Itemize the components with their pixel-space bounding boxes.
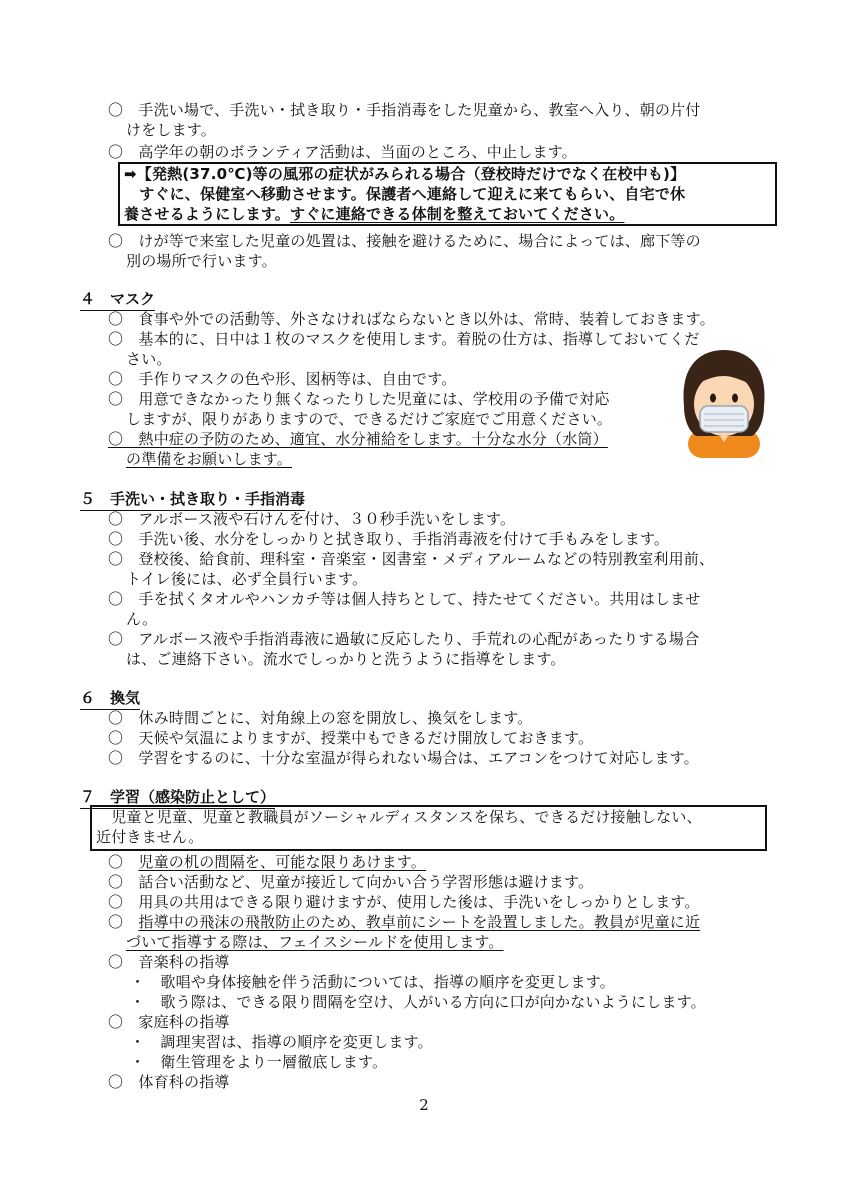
home-bullet-1: ・ 調理実習は、指導の順序を変更します。 [130, 1033, 433, 1051]
wash-item-5: 〇 アルボース液や手指消毒液に過敏に反応したり、手荒れの心配があったりする場合 [108, 630, 700, 648]
wash-item-2: 〇 手洗い後、水分をしっかりと拭き取り、手指消毒液を付けて手もみをします。 [108, 530, 670, 548]
fever-notice-line2-text: 養させるようにします。 [124, 205, 291, 223]
fever-notice-line2 [124, 204, 624, 224]
mask-item-5-cont [126, 449, 292, 469]
heading-mask: ４ マスク [80, 289, 155, 311]
right-eye [732, 394, 738, 403]
learn-item-1-text: 児童の机の間隔を、可能な限りあけます。 [138, 853, 427, 871]
learn-item-1 [108, 852, 426, 872]
mask-item-2-cont: さい。 [126, 350, 172, 368]
home-economics-heading: 〇 家庭科の指導 [108, 1013, 230, 1031]
music-bullet-2: ・ 歌う際は、できる限り間隔を空け、人がいる方向に口が向かないようにします。 [130, 993, 706, 1011]
fever-notice-title: ➡【発熱(37.0℃)等の風邪の症状がみられる場合（登校時だけでなく在校中も)】 [124, 165, 686, 183]
paragraph-injury: 〇 けが等で来室した児童の処置は、接触を避けるために、場合によっては、廊下等の [108, 232, 701, 250]
pe-heading: 〇 体育科の指導 [108, 1073, 230, 1091]
learn-item-4-marker: 〇 [108, 913, 139, 931]
learn-item-1-marker: 〇 [108, 853, 139, 871]
wash-item-5-cont: は、ご連絡下さい。流水でしっかりと洗うように指導をします。 [126, 650, 566, 668]
social-distance-line1: 児童と児童、児童と教職員がソーシャルディスタンスを保ち、できるだけ接触しない、 [96, 808, 702, 826]
learn-item-4-cont [126, 932, 504, 952]
mask-item-1: 〇 食事や外での活動等、外さなければならないとき以外は、常時、装着しておきます。 [108, 310, 715, 328]
page-number: 2 [419, 1096, 429, 1114]
heading-ventilation: ６ 換気 [80, 688, 140, 710]
paragraph-injury-cont: 別の場所で行います。 [126, 252, 277, 270]
mask-item-4: 〇 用意できなかったり無くなったりした児童には、学校用の予備で対応 [108, 390, 610, 408]
paragraph-handwash-entry: 〇 手洗い場で、手洗い・拭き取り・手指消毒をした児童から、教室へ入り、朝の片付 [108, 101, 701, 119]
vent-item-1: 〇 休み時間ごとに、対角線上の窓を開放し、換気をします。 [108, 709, 533, 727]
heading-handwashing: ５ 手洗い・拭き取り・手指消毒 [80, 489, 305, 511]
wash-item-4-cont: ん。 [126, 610, 158, 628]
heading-learning: ７ 学習（感染防止として） [80, 787, 275, 809]
vent-item-2: 〇 天候や気温によりますが、授業中もできるだけ開放しておきます。 [108, 729, 594, 747]
wash-item-4: 〇 手を拭くタオルやハンカチ等は個人持ちとして、持たせてください。共用はしませ [108, 590, 701, 608]
paragraph-handwash-entry-cont: けをします。 [126, 121, 217, 139]
paragraph-volunteer: 〇 高学年の朝のボランティア活動は、当面のところ、中止します。 [108, 143, 577, 161]
masked-child-icon [676, 346, 772, 458]
mask-shape [700, 406, 748, 432]
learn-item-2: 〇 話合い活動など、児童が接近して向かい合う学習形態は避けます。 [108, 873, 594, 891]
wash-item-3-cont: トイレ後には、必ず全員行います。 [126, 570, 368, 588]
left-eye [710, 394, 716, 403]
mask-item-5 [108, 429, 608, 449]
mask-item-5-cont-text: の準備をお願いします。 [126, 450, 293, 468]
learn-item-3: 〇 用具の共用はできる限り避けますが、使用した後は、手洗いをしっかりとします。 [108, 893, 700, 911]
learn-item-4-text: 指導中の飛沫の飛散防止のため、教卓前にシートを設置しました。教員が児童に近 [138, 913, 701, 931]
social-distance-line2: 近付きません。 [96, 828, 204, 846]
learn-item-4-cont-text: づいて指導する際は、フェイスシールドを使用します。 [126, 933, 504, 951]
mask-item-3: 〇 手作りマスクの色や形、図柄等は、自由です。 [108, 370, 457, 388]
mask-item-5-text: 〇 熱中症の予防のため、適宜、水分補給をします。十分な水分（水筒） [108, 430, 608, 448]
mask-item-4-cont: しますが、限りがありますので、できるだけご家庭でご用意ください。 [126, 410, 613, 428]
music-heading: 〇 音楽科の指導 [108, 953, 230, 971]
wash-item-1: 〇 アルボース液や石けんを付け、３０秒手洗いをします。 [108, 510, 516, 528]
music-bullet-1: ・ 歌唱や身体接触を伴う活動については、指導の順序を変更します。 [130, 973, 615, 991]
fever-notice-line1: すぐに、保健室へ移動させます。保護者へ連絡して迎えに来てもらい、自宅で休 [124, 185, 686, 203]
vent-item-3: 〇 学習をするのに、十分な室温が得られない場合は、エアコンをつけて対応します。 [108, 749, 699, 767]
wash-item-3: 〇 登校後、給食前、理科室・音楽室・図書室・メディアルームなどの特別教室利用前、 [108, 550, 715, 568]
learn-item-4 [108, 912, 700, 932]
home-bullet-2: ・ 衛生管理をより一層徹底します。 [130, 1053, 388, 1071]
fever-notice-contact-emphasis: すぐに連絡できる体制を整えておいてください。 [290, 205, 625, 223]
mask-item-2: 〇 基本的に、日中は１枚のマスクを使用します。着脱の仕方は、指導しておいてくだ [108, 330, 700, 348]
